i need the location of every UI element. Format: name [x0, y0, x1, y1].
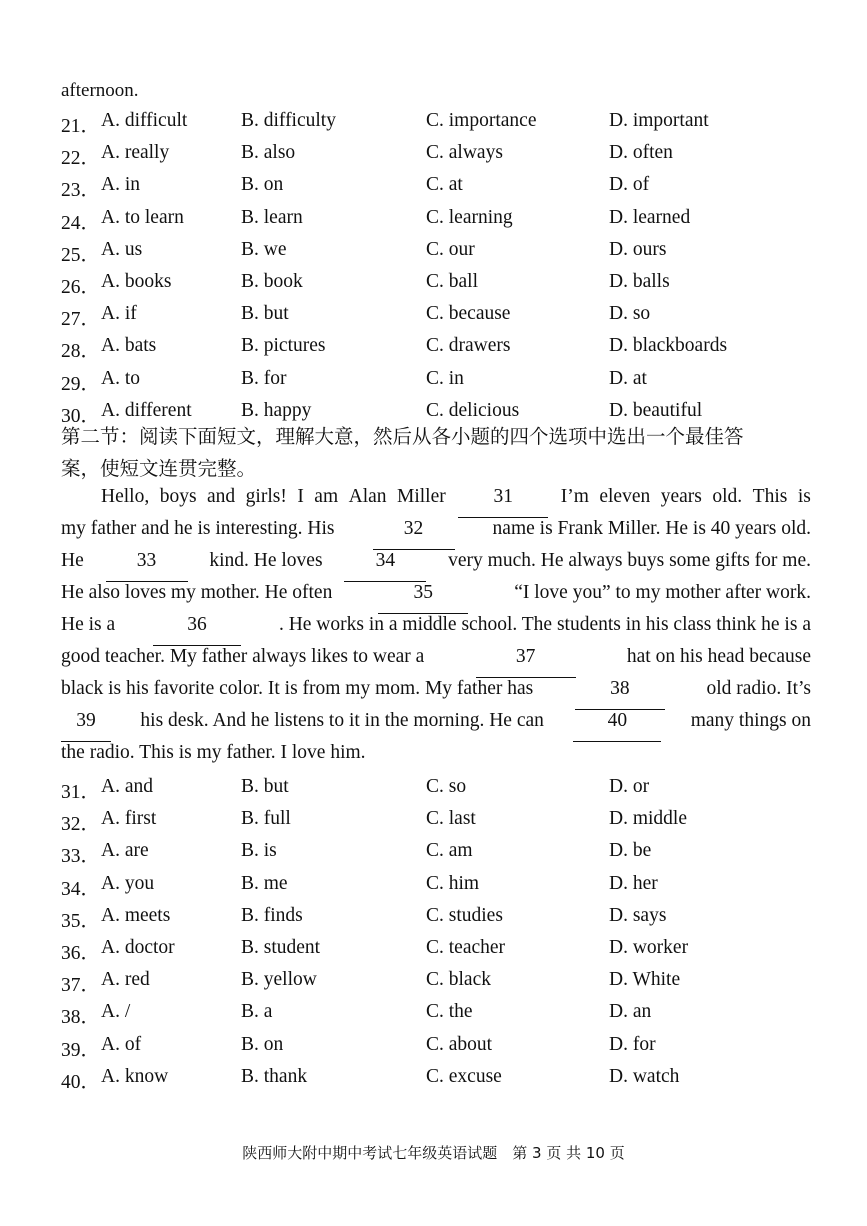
number: 31．: [61, 782, 101, 803]
text: the radio. This is my father. I love him.: [61, 742, 366, 763]
option-d: D. of: [609, 174, 650, 196]
passage-line-5: [61, 614, 811, 646]
blank-36: 36: [153, 614, 241, 646]
number: 32．: [61, 814, 101, 836]
text: old radio. It’s: [706, 678, 811, 699]
word: boys: [159, 486, 197, 507]
word: old.: [712, 486, 743, 507]
word: and: [207, 486, 236, 507]
blank-32: 32: [373, 518, 455, 550]
option-b: B. full: [241, 808, 291, 830]
option-b: B. student: [241, 937, 321, 958]
blank-37: 37: [476, 646, 576, 678]
number: 21．: [61, 116, 101, 137]
section-2-line-1: 第二节：阅读下面短文，理解大意，然后从各小题的四个选项中选出一个最佳答: [61, 425, 744, 448]
section-2-instructions: [61, 421, 821, 485]
passage-line-2: [61, 518, 811, 550]
text: He: [61, 550, 84, 571]
option-d: D. for: [609, 1033, 656, 1055]
option-d: D. or: [609, 776, 650, 797]
number: 33．: [61, 846, 101, 868]
question-row: [61, 1034, 851, 1064]
option-d: D. learned: [609, 206, 691, 228]
question-row: [61, 840, 851, 870]
number: 26．: [61, 277, 101, 298]
number: 23．: [61, 180, 101, 202]
question-row: [61, 303, 851, 333]
text: his desk. And he listens to it in the morning. He can: [140, 710, 544, 731]
word: I’m: [560, 486, 589, 507]
option-c: C. importance: [426, 110, 537, 131]
option-d: D. be: [609, 840, 652, 862]
question-row: [61, 174, 851, 204]
option-d: D. worker: [609, 937, 689, 958]
option-a: A. you: [101, 872, 155, 894]
word: Hello,: [101, 486, 150, 507]
text: hat on his head because: [626, 646, 811, 667]
question-row: [61, 937, 851, 967]
option-c: C. delicious: [426, 399, 520, 421]
section-2-line-2: 案，使短文连贯完整。: [61, 457, 257, 480]
option-b: B. learn: [241, 206, 303, 228]
blank-38: 38: [575, 678, 665, 710]
word: years: [660, 486, 702, 507]
option-a: A. if: [101, 303, 137, 325]
option-b: B. difficulty: [241, 110, 336, 131]
option-a: A. in: [101, 174, 140, 196]
word: girls!: [245, 486, 287, 507]
word: Miller: [397, 486, 446, 507]
option-a: A. are: [101, 840, 149, 862]
option-c: C. excuse: [426, 1065, 502, 1087]
text: many things on: [690, 710, 811, 731]
option-b: B. but: [241, 303, 289, 325]
word: I: [297, 486, 304, 507]
blank-39: 39: [61, 710, 111, 742]
option-a: A. bats: [101, 335, 157, 357]
option-b: B. on: [241, 1033, 284, 1055]
option-d: D. often: [609, 142, 673, 164]
option-c: C. studies: [426, 904, 503, 926]
option-a: A. to: [101, 367, 140, 389]
option-b: B. thank: [241, 1065, 308, 1087]
question-row: [61, 905, 851, 935]
number: 40．: [61, 1071, 101, 1093]
text: name is Frank Miller. He is 40 years old.: [492, 518, 811, 539]
text: He is a: [61, 614, 116, 635]
option-c: C. last: [426, 808, 476, 830]
option-c: C. so: [426, 776, 467, 797]
word: eleven: [599, 486, 651, 507]
option-c: C. our: [426, 238, 475, 260]
number: 38．: [61, 1007, 101, 1029]
number: 34．: [61, 878, 101, 900]
option-c: C. the: [426, 1001, 473, 1023]
option-a: A. first: [101, 808, 157, 830]
option-c: C. him: [426, 872, 480, 894]
passage-line-3: [61, 550, 811, 582]
number: 37．: [61, 975, 101, 997]
option-a: A. doctor: [101, 937, 175, 958]
question-row: [61, 207, 851, 237]
option-a: A. meets: [101, 904, 171, 926]
number: 35．: [61, 910, 101, 932]
passage-line-8: [61, 710, 811, 742]
text: kind. He loves: [209, 550, 323, 571]
option-b: B. we: [241, 238, 287, 260]
text: good teacher. My father always likes to wear a: [61, 646, 425, 667]
option-a: A. different: [101, 399, 192, 421]
option-b: B. yellow: [241, 969, 317, 991]
option-a: A. to learn: [101, 206, 184, 228]
question-row: [61, 1066, 851, 1096]
option-c: C. always: [426, 142, 503, 164]
word: is: [797, 486, 811, 507]
question-row: [61, 142, 851, 172]
page-footer: 陕西师大附中期中考试七年级英语试题 第 3 页 共 10 页: [242, 1144, 625, 1162]
question-row: [61, 776, 851, 806]
option-d: D. middle: [609, 808, 687, 830]
option-a: A. really: [101, 142, 170, 164]
option-d: D. ours: [609, 238, 667, 260]
option-c: C. black: [426, 969, 491, 991]
question-row: [61, 335, 851, 365]
number: 29．: [61, 373, 101, 395]
text: my father and he is interesting. His: [61, 518, 335, 539]
option-c: C. because: [426, 303, 511, 325]
option-b: B. pictures: [241, 335, 326, 357]
option-a: A. and: [101, 776, 153, 797]
passage-line-6: [61, 646, 811, 678]
option-b: B. for: [241, 367, 287, 389]
blank-40: 40: [573, 710, 661, 742]
option-d: D. so: [609, 303, 651, 325]
question-row: [61, 969, 851, 999]
option-c: C. am: [426, 840, 473, 862]
option-d: D. watch: [609, 1065, 680, 1087]
option-b: B. is: [241, 840, 277, 862]
number: 22．: [61, 148, 101, 170]
passage-line-7: [61, 678, 811, 710]
question-row: [61, 110, 851, 140]
option-a: A. know: [101, 1065, 169, 1087]
option-a: A. us: [101, 238, 143, 260]
word: Alan: [348, 486, 387, 507]
option-c: C. teacher: [426, 937, 506, 958]
option-d: D. balls: [609, 271, 670, 292]
option-b: B. happy: [241, 399, 312, 421]
option-d: D. her: [609, 872, 658, 894]
option-a: A. books: [101, 271, 172, 292]
number: 24．: [61, 212, 101, 234]
word: This: [752, 486, 788, 507]
passage-line-9: [61, 742, 811, 774]
option-a: A. difficult: [101, 110, 188, 131]
text: He also loves my mother. He often: [61, 582, 333, 603]
option-b: B. finds: [241, 904, 303, 926]
blank-33: 33: [106, 550, 188, 582]
number: 25．: [61, 244, 101, 266]
option-b: B. also: [241, 142, 296, 164]
option-d: D. an: [609, 1001, 652, 1023]
question-row: [61, 368, 851, 398]
option-b: B. a: [241, 1001, 273, 1023]
blank-34: 34: [344, 550, 426, 582]
option-c: C. at: [426, 174, 463, 196]
option-c: C. about: [426, 1033, 493, 1055]
question-row: [61, 873, 851, 903]
option-c: C. ball: [426, 271, 478, 292]
number: 27．: [61, 309, 101, 331]
blank-35: 35: [378, 582, 468, 614]
question-row: [61, 271, 851, 301]
number: 30．: [61, 405, 101, 427]
number: 28．: [61, 341, 101, 363]
option-a: A. of: [101, 1033, 142, 1055]
option-b: B. on: [241, 174, 284, 196]
top-line: afternoon.: [61, 80, 139, 101]
text: “I love you” to my mother after work.: [514, 582, 811, 603]
question-row: [61, 239, 851, 269]
option-d: D. says: [609, 904, 667, 926]
option-d: D. important: [609, 110, 709, 131]
passage-line-4: [61, 582, 811, 614]
option-c: C. learning: [426, 206, 513, 228]
blank-31: 31: [458, 486, 548, 518]
text: very much. He always buys some gifts for me.: [448, 550, 811, 571]
number: 36．: [61, 943, 101, 964]
option-d: D. blackboards: [609, 335, 728, 357]
option-d: D. White: [609, 969, 681, 991]
option-a: A. /: [101, 1001, 131, 1023]
question-row: [61, 1001, 851, 1031]
text: . He works in a middle school. The students in his class think he is a: [278, 614, 811, 635]
option-b: B. book: [241, 271, 303, 292]
option-c: C. in: [426, 367, 464, 389]
option-d: D. at: [609, 367, 647, 389]
option-b: B. but: [241, 776, 289, 797]
question-row: [61, 808, 851, 838]
text: black is his favorite color. It is from my mom. My father has: [61, 678, 534, 699]
option-b: B. me: [241, 872, 288, 894]
option-d: D. beautiful: [609, 399, 703, 421]
number: 39．: [61, 1039, 101, 1061]
passage-line-1: [101, 486, 811, 518]
word: am: [314, 486, 339, 507]
option-c: C. drawers: [426, 335, 511, 357]
option-a: A. red: [101, 969, 150, 991]
